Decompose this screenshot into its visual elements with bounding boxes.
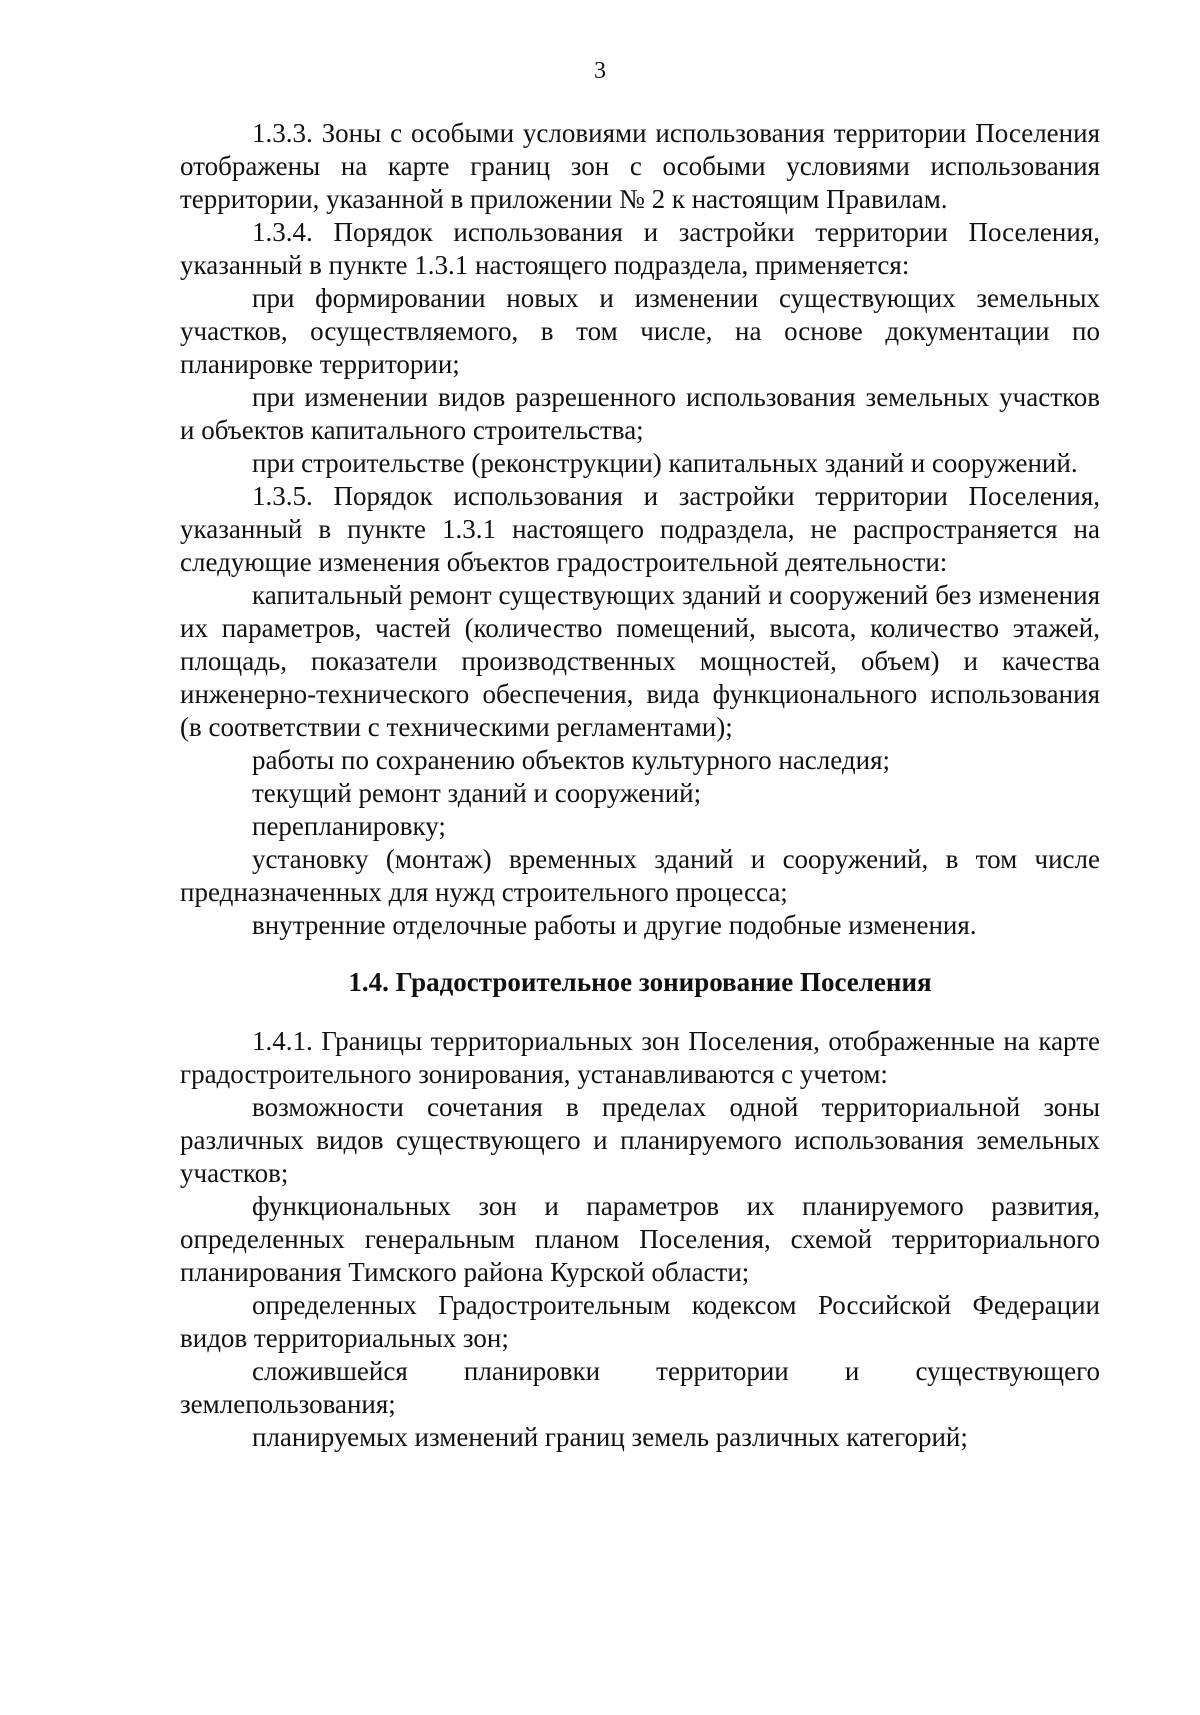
list-item: при изменении видов разрешенного использования земельных участков и объектов капитального строительства; [180, 382, 1100, 445]
list-item: планируемых изменений границ земель различных категорий; [252, 1422, 968, 1452]
list-item: установку (монтаж) временных зданий и сооружений, в том числе предназначенных для нужд строительного процесса; [180, 844, 1100, 907]
list-item: сложившейся планировки территории и существующего землепользования; [180, 1356, 1100, 1419]
paragraph-1-3-3: 1.3.3. Зоны с особыми условиями использования территории Поселения отображены на карте границ зон с особыми условиями использования территории, указанной в приложении № 2 к настоящим Правилам. [180, 118, 1100, 214]
list-item: при строительстве (реконструкции) капитальных зданий и сооружений. [252, 448, 1078, 478]
paragraph-1-3-5: 1.3.5. Порядок использования и застройки территории Поселения, указанный в пункте 1.3.1 настоящего подраздела, не распространяется на следующие изменения объектов градостроительной деятельности: [180, 481, 1100, 577]
list-item: функциональных зон и параметров их планируемого развития, определенных генеральным планом Поселения, схемой территориального планирования Тимского района Курской области; [180, 1191, 1100, 1287]
paragraph-1-4-1: 1.4.1. Границы территориальных зон Поселения, отображенные на карте градостроительного зонирования, устанавливаются с учетом: [180, 1026, 1100, 1089]
list-item: текущий ремонт зданий и сооружений; [252, 778, 702, 808]
list-item: капитальный ремонт существующих зданий и сооружений без изменения их параметров, частей (количество помещений, высота, количество этажей, площадь, показатели производственных мощностей, объем) и качества инженерно-технического обеспечения, вида функционального использования (в соответствии с техническими регламентами); [180, 580, 1100, 742]
list-item: внутренние отделочные работы и другие подобные изменения. [252, 910, 977, 940]
list-item: перепланировку; [252, 811, 446, 841]
list-item: при формировании новых и изменении существующих земельных участков, осуществляемого, в том числе, на основе документации по планировке территории; [180, 283, 1100, 379]
paragraph-1-3-4: 1.3.4. Порядок использования и застройки территории Поселения, указанный в пункте 1.3.1 настоящего подраздела, применяется: [180, 217, 1100, 280]
list-item: возможности сочетания в пределах одной территориальной зоны различных видов существующего и планируемого использования земельных участков; [180, 1092, 1100, 1188]
section-heading: 1.4. Градостроительное зонирование Поселения [348, 967, 932, 997]
document-body [180, 117, 1100, 1454]
page-number: 3 [594, 58, 606, 84]
list-item: работы по сохранению объектов культурного наследия; [252, 745, 890, 775]
list-item: определенных Градостроительным кодексом Российской Федерации видов территориальных зон; [180, 1290, 1100, 1353]
